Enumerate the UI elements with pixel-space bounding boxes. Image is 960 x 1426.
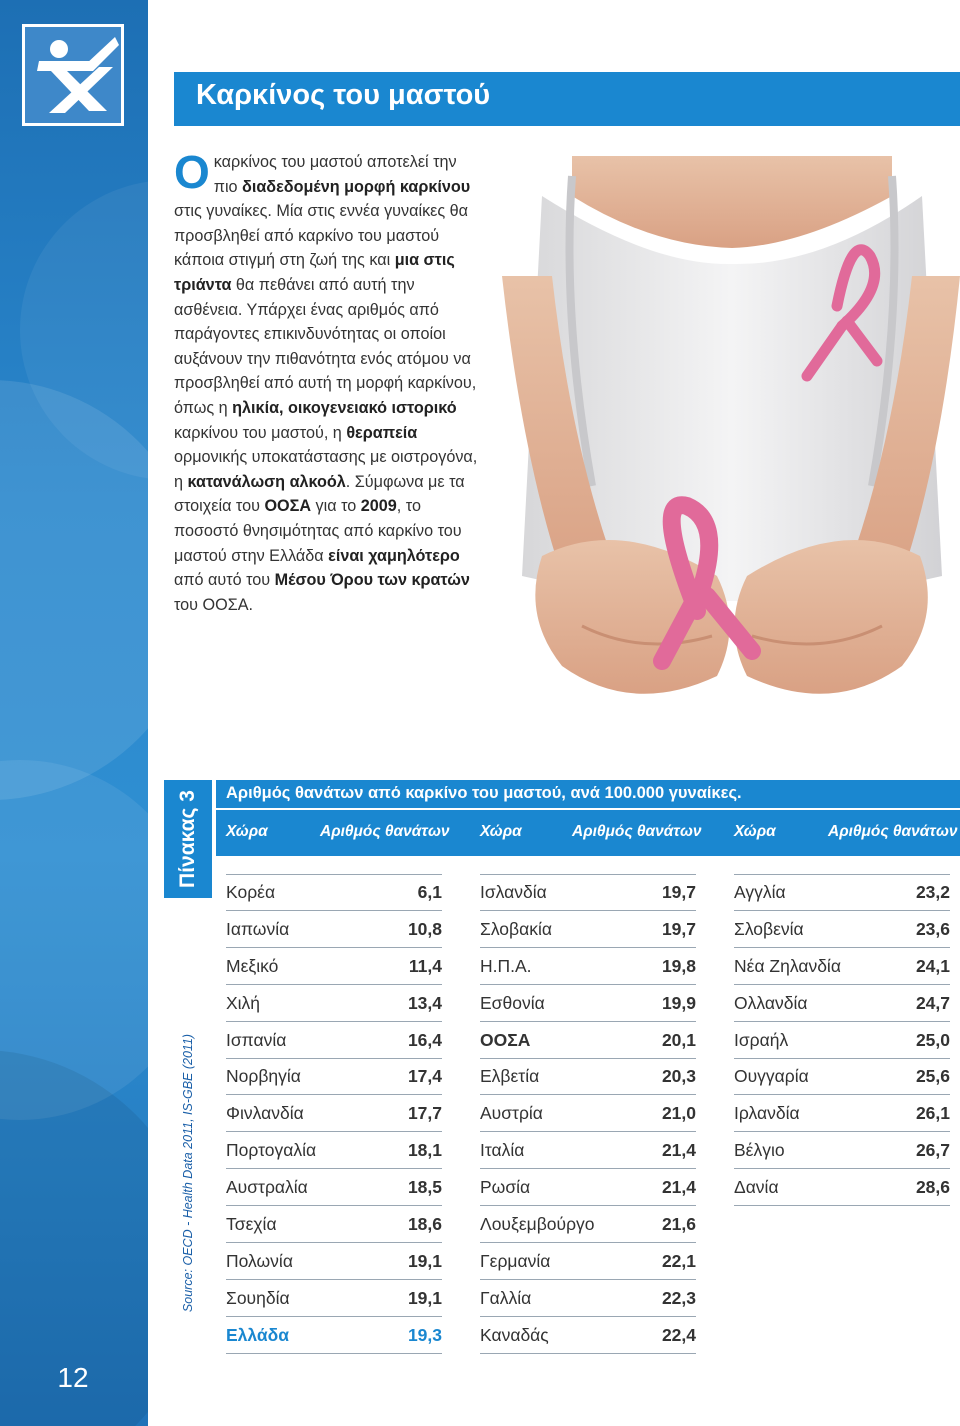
death-rate-value: 24,7 [915, 992, 950, 1013]
death-rate-value: 19,1 [407, 1250, 442, 1271]
table-row [734, 986, 950, 1022]
death-rate-value: 25,0 [915, 1029, 950, 1050]
left-decorative-strip [0, 0, 148, 1426]
article-text-segment: για το [311, 497, 361, 516]
article-text-segment: θα πεθάνει από αυτή την ασθένεια. Υπάρχει ένας αριθμός από παράγοντες επικινδυνότητας οι οποίοι αυξάνουν την πιθανότητα ενός ατόμου να προσβληθεί από αυτή τη μορφή καρκίνου, όπως η [174, 275, 477, 417]
article-emphasis: Μέσου Όρου των κρατών [274, 571, 470, 590]
death-rate-value: 19,8 [661, 955, 696, 976]
death-rate-value: 24,1 [915, 955, 950, 976]
country-name: Μεξικό [226, 955, 279, 976]
country-name: Ιαπωνία [226, 918, 290, 939]
article-emphasis: είναι χαμηλότερο [328, 546, 460, 565]
country-name: Πορτογαλία [226, 1140, 317, 1161]
country-name: Αγγλία [734, 882, 786, 902]
country-name: Τσεχία [226, 1214, 277, 1235]
decor-circle [0, 380, 148, 800]
table-row [480, 1281, 696, 1317]
table-row [734, 1096, 950, 1132]
article-text [174, 146, 482, 617]
country-name: Ελλάδα [226, 1324, 290, 1345]
col-header-deaths: Αριθμός θανάτων [320, 823, 450, 840]
death-rate-value: 20,3 [661, 1066, 696, 1087]
table-number-label [164, 780, 212, 898]
country-name: Λουξεμβούργο [480, 1214, 595, 1235]
death-rate-value: 22,4 [661, 1324, 696, 1345]
country-name: Γαλλία [480, 1287, 532, 1308]
col-header-country: Χώρα [226, 823, 268, 840]
drop-cap: Ο [174, 146, 210, 198]
death-rate-value: 19,7 [661, 882, 696, 902]
col-header-deaths: Αριθμός θανάτων [828, 823, 958, 840]
table-row [226, 1318, 442, 1354]
table-row [226, 912, 442, 948]
country-name: Η.Π.Α. [480, 955, 532, 976]
table-row [226, 949, 442, 985]
table-row [226, 1244, 442, 1280]
country-name: ΟΟΣΑ [480, 1029, 531, 1050]
table-row [480, 1318, 696, 1354]
country-name: Νέα Ζηλανδία [734, 955, 841, 976]
death-rate-value: 18,6 [407, 1214, 442, 1235]
article-emphasis: ηλικία, οικογενειακό ιστορικό [232, 398, 457, 417]
death-rate-value: 23,2 [915, 882, 950, 902]
hands-pink-ribbon-photo [502, 156, 960, 744]
country-name: Δανία [734, 1177, 779, 1198]
death-rate-value: 19,1 [407, 1287, 442, 1308]
table-row [480, 874, 696, 911]
article-text-segment: καρκίνου του μαστού, η [174, 423, 347, 442]
article-text-segment: του ΟΟΣΑ. [174, 595, 254, 614]
photo-illustration [502, 156, 960, 744]
table-row [480, 1133, 696, 1169]
article-emphasis: θεραπεία [346, 423, 418, 442]
table-row [734, 949, 950, 985]
table-row [480, 1244, 696, 1280]
country-name: Χιλή [226, 992, 261, 1013]
country-name: Βέλγιο [734, 1140, 785, 1161]
logo-graphic [25, 27, 121, 123]
table-source [164, 902, 212, 1354]
death-rate-value: 22,3 [661, 1287, 696, 1308]
page-title: Καρκίνος του μαστού [196, 79, 491, 111]
col-header-country: Χώρα [734, 823, 776, 840]
table-row [226, 1133, 442, 1169]
table-row [226, 1059, 442, 1095]
article-emphasis: διαδεδομένη μορφή καρκίνου [242, 177, 471, 196]
table-row [480, 1096, 696, 1132]
table-caption-bar [216, 780, 960, 808]
table-source-text: Source: OECD - Health Data 2011, IS-GBE (2011) [181, 1034, 195, 1313]
table-row [734, 874, 950, 911]
article-text-segment: , το ποσοστό θνησιμότητας από καρκίνο του μαστού στην Ελλάδα [174, 497, 462, 565]
page-number: 12 [57, 1362, 89, 1393]
title-bar [174, 72, 960, 126]
country-name: Φινλανδία [226, 1103, 304, 1124]
country-name: Ισπανία [226, 1029, 287, 1050]
table-row [734, 1170, 950, 1206]
table-row [480, 1170, 696, 1206]
death-rate-value: 13,4 [407, 992, 442, 1013]
country-name: Σλοβενία [734, 918, 804, 939]
country-name: Κορέα [226, 882, 276, 902]
death-rate-value: 17,4 [407, 1066, 442, 1087]
country-name: Ελβετία [480, 1066, 540, 1087]
death-rate-value: 21,6 [661, 1214, 696, 1235]
death-rate-value: 28,6 [915, 1177, 950, 1198]
death-rate-value: 18,1 [407, 1140, 442, 1161]
death-rate-value: 16,4 [407, 1029, 442, 1050]
table-side [164, 780, 212, 1354]
country-name: Ισραήλ [734, 1029, 789, 1050]
death-rate-value: 26,7 [915, 1140, 950, 1161]
country-name: Σουηδία [226, 1287, 290, 1308]
table-row [480, 1059, 696, 1095]
death-rate-value: 25,6 [915, 1066, 950, 1087]
country-name: Σλοβακία [480, 918, 552, 939]
country-name: Ισλανδία [480, 882, 547, 902]
death-rate-value: 21,4 [661, 1140, 696, 1161]
death-rate-value: 23,6 [915, 918, 950, 939]
death-rate-value: 18,5 [407, 1177, 442, 1198]
table-column-2 [480, 874, 696, 1355]
country-name: Εσθονία [480, 992, 545, 1013]
table-row [226, 1281, 442, 1317]
table-row [734, 1059, 950, 1095]
death-rate-value: 20,1 [661, 1029, 696, 1050]
country-name: Ιταλία [480, 1140, 525, 1161]
death-rate-value: 19,9 [661, 992, 696, 1013]
table-row [226, 1170, 442, 1206]
table-row [734, 1023, 950, 1059]
death-rate-value: 19,7 [661, 918, 696, 939]
table-row [226, 1023, 442, 1059]
person-x-logo-icon [22, 24, 124, 126]
article-body [174, 146, 478, 614]
country-name: Ουγγαρία [734, 1066, 809, 1087]
table-row [480, 1023, 696, 1059]
article-text-segment: καρκίνος του μαστού αποτελεί την πιο [213, 153, 457, 196]
table-number-text: Πίνακας 3 [176, 790, 199, 888]
table-row [734, 1133, 950, 1169]
table-row [226, 1096, 442, 1132]
death-rate-value: 11,4 [408, 955, 442, 976]
country-name: Ρωσία [480, 1177, 531, 1198]
article-emphasis: κατανάλωση αλκοόλ [187, 472, 346, 491]
death-rate-value: 6,1 [417, 882, 442, 902]
col-header-country: Χώρα [480, 823, 522, 840]
table-row [480, 949, 696, 985]
country-name: Καναδάς [480, 1324, 549, 1345]
article-text-segment: από αυτό του [174, 571, 275, 590]
death-rate-value: 19,3 [407, 1324, 442, 1345]
table-row [734, 912, 950, 948]
death-rate-value: 17,7 [407, 1103, 442, 1124]
table-row [226, 1207, 442, 1243]
article-emphasis: μια στις τριάντα [174, 251, 455, 294]
article-text-segment: . Σύμφωνα με τα στοιχεία του [174, 472, 465, 516]
country-name: Αυστραλία [226, 1177, 308, 1198]
death-rate-value: 21,4 [661, 1177, 696, 1198]
table-row [480, 912, 696, 948]
death-rate-value: 26,1 [915, 1103, 950, 1124]
death-rate-value: 22,1 [661, 1250, 696, 1271]
table-column-1 [226, 874, 442, 1355]
country-name: Πολωνία [226, 1250, 293, 1271]
death-rate-value: 21,0 [661, 1103, 696, 1124]
country-name: Ολλανδία [734, 992, 808, 1013]
death-rate-value: 10,8 [407, 918, 442, 939]
article-emphasis: 2009 [360, 497, 397, 516]
article-text-segment: ορμονικής υποκατάστασης με οιστρογόνα, η [174, 448, 478, 491]
country-name: Αυστρία [480, 1103, 543, 1124]
col-header-deaths: Αριθμός θανάτων [572, 823, 702, 840]
table-row [226, 874, 442, 911]
table-row [480, 1207, 696, 1243]
article-text-segment: στις γυναίκες. Μία στις εννέα γυναίκες θα προσβληθεί από καρκίνο του μαστού κάποια στιγμή στη ζωή της και [174, 202, 469, 270]
table-column-3 [734, 874, 950, 1207]
table-row [226, 986, 442, 1022]
country-name: Νορβηγία [226, 1066, 301, 1087]
country-name: Γερμανία [480, 1250, 551, 1271]
table-caption: Αριθμός θανάτων από καρκίνο του μαστού, ανά 100.000 γυναίκες. [226, 784, 742, 802]
article-emphasis: ΟΟΣΑ [264, 497, 312, 516]
table-column-headers [216, 810, 960, 856]
table-row [480, 986, 696, 1022]
country-name: Ιρλανδία [734, 1103, 800, 1124]
